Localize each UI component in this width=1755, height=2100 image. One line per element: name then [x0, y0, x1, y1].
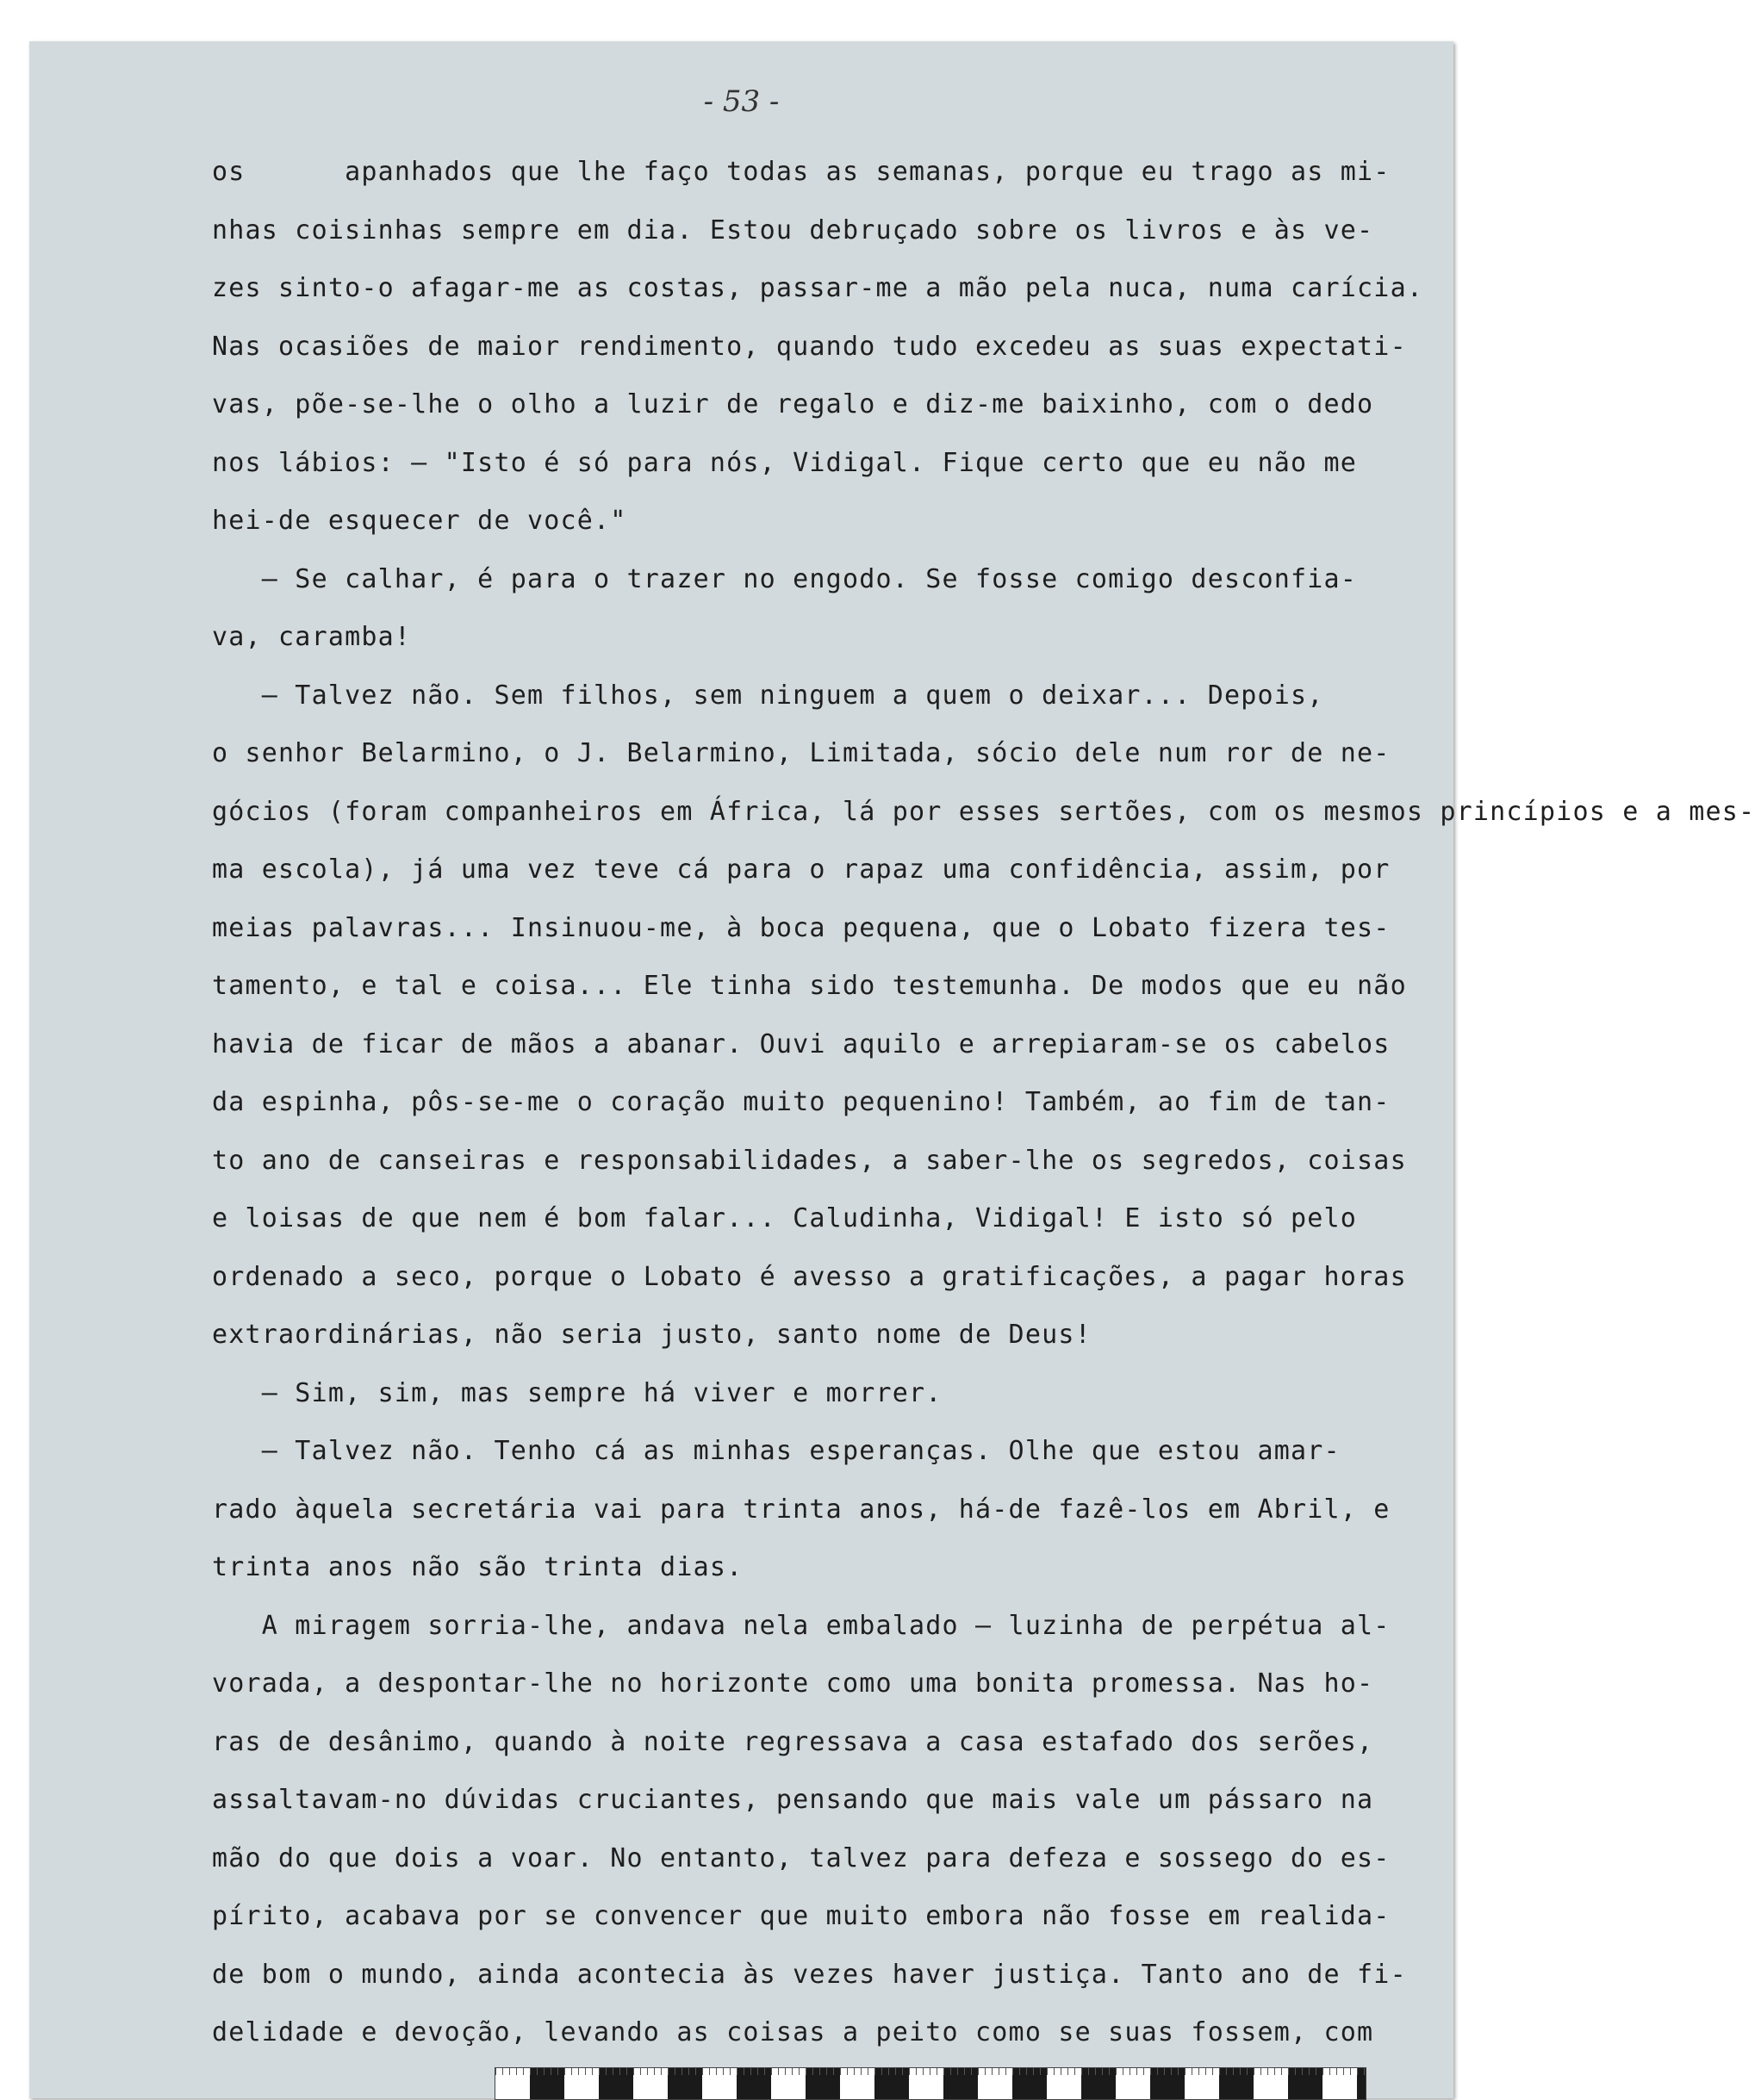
text-line: extraordinárias, não seria justo, santo nome de Deus! — [212, 1320, 1092, 1350]
page-number: - 53 - — [703, 84, 780, 119]
text-line: trinta anos não são trinta dias. — [212, 1552, 744, 1582]
text-line: to ano de canseiras e responsabilidades, a saber-lhe os segredos, coisas — [212, 1145, 1407, 1176]
text-line: — Talvez não. Tenho cá as minhas esperanças. Olhe que estou amar- — [212, 1436, 1341, 1466]
text-line: rado àquela secretária vai para trinta anos, há-de fazê-los em Abril, e — [212, 1494, 1391, 1525]
text-line: — Talvez não. Sem filhos, sem ninguem a quem o deixar... Depois, — [212, 680, 1324, 711]
text-line: o senhor Belarmino, o J. Belarmino, Limitada, sócio dele num ror de ne- — [212, 738, 1391, 768]
text-line: zes sinto-o afagar-me as costas, passar-me a mão pela nuca, numa carícia. — [212, 273, 1424, 303]
text-line: ordenado a seco, porque o Lobato é avesso a gratificações, a pagar horas — [212, 1261, 1407, 1292]
text-line: vas, põe-se-lhe o olho a luzir de regalo e diz-me baixinho, com o dedo — [212, 389, 1374, 419]
text-line: nhas coisinhas sempre em dia. Estou debruçado sobre os livros e às ve- — [212, 214, 1374, 245]
text-line: hei-de esquecer de você." — [212, 506, 627, 536]
text-line: mão do que dois a voar. No entanto, talvez para defeza e sossego do es- — [212, 1842, 1391, 1873]
text-line: — Se calhar, é para o trazer no engodo. Se fosse comigo desconfia- — [212, 563, 1358, 594]
typewritten-text — [212, 143, 1755, 2062]
text-line: ras de desânimo, quando à noite regressava a casa estafado dos serões, — [212, 1726, 1374, 1757]
scale-ruler — [495, 2067, 1366, 2100]
text-line: vorada, a despontar-lhe no horizonte como uma bonita promessa. Nas ho- — [212, 1668, 1374, 1699]
text-line: assaltavam-no dúvidas cruciantes, pensando que mais vale um pássaro na — [212, 1785, 1374, 1815]
text-line: delidade e devoção, levando as coisas a peito como se suas fossem, com — [212, 2017, 1374, 2047]
text-line: e loisas de que nem é bom falar... Caludinha, Vidigal! E isto só pelo — [212, 1203, 1358, 1233]
text-line: Nas ocasiões de maior rendimento, quando tudo excedeu as suas expectati- — [212, 331, 1407, 362]
text-line: de bom o mundo, ainda acontecia às vezes haver justiça. Tanto ano de fi- — [212, 1959, 1407, 1990]
text-line: meias palavras... Insinuou-me, à boca pequena, que o Lobato fizera tes- — [212, 912, 1391, 943]
text-line: nos lábios: — "Isto é só para nós, Vidigal. Fique certo que eu não me — [212, 447, 1358, 478]
text-line: os apanhados que lhe faço todas as semanas, porque eu trago as mi- — [212, 157, 1391, 187]
text-line: havia de ficar de mãos a abanar. Ouvi aquilo e arrepiaram-se os cabelos — [212, 1028, 1391, 1059]
text-line: — Sim, sim, mas sempre há viver e morrer. — [212, 1377, 943, 1408]
text-line: A miragem sorria-lhe, andava nela embalado — luzinha de perpétua al- — [212, 1610, 1391, 1641]
text-line: gócios (foram companheiros em África, lá por esses sertões, com os mesmos princípios e a mes- — [212, 796, 1755, 827]
text-line: ma escola), já uma vez teve cá para o rapaz uma confidência, assim, por — [212, 854, 1391, 885]
text-line: pírito, acabava por se convencer que muito embora não fosse em realida- — [212, 1901, 1391, 1931]
text-line: tamento, e tal e coisa... Ele tinha sido testemunha. De modos que eu não — [212, 971, 1407, 1001]
document-page — [29, 41, 1755, 2098]
text-line: va, caramba! — [212, 622, 412, 652]
text-line: da espinha, pôs-se-me o coração muito pequenino! Também, ao fim de tan- — [212, 1087, 1391, 1117]
